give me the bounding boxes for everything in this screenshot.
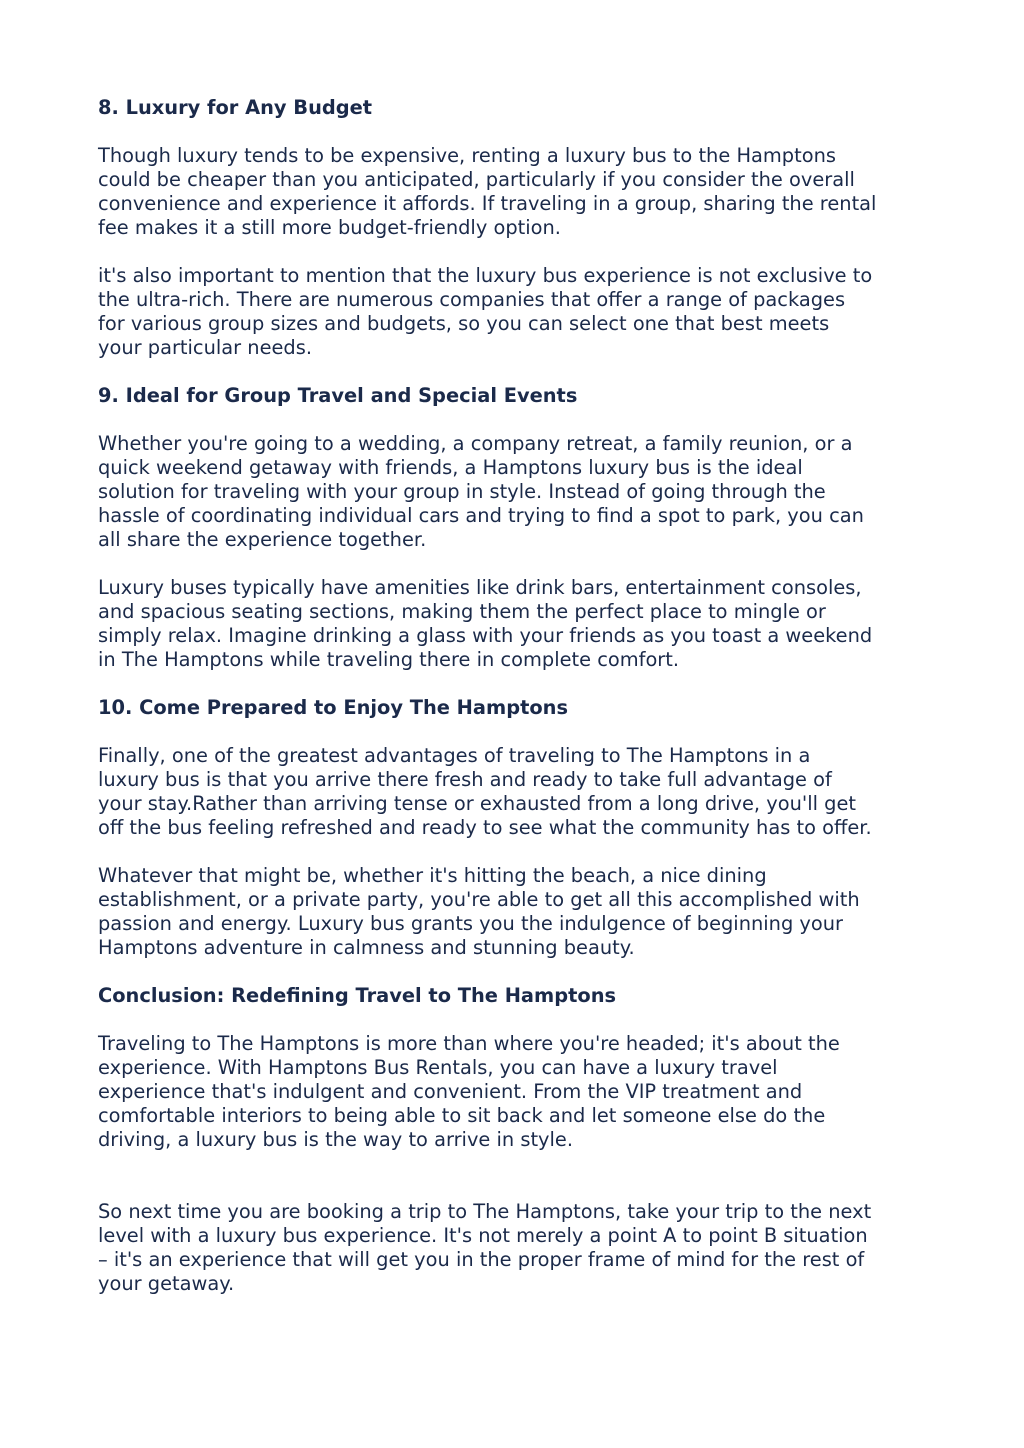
paragraph bbox=[98, 744, 938, 840]
paragraph bbox=[98, 144, 938, 240]
text-line: So next time you are booking a trip to The Hamptons, take your trip to the next bbox=[98, 1200, 872, 1223]
text-line: could be cheaper than you anticipated, particularly if you consider the overall bbox=[98, 168, 855, 191]
text-line: experience. With Hamptons Bus Rentals, you can have a luxury travel bbox=[98, 1056, 778, 1079]
text-line: convenience and experience it affords. If traveling in a group, sharing the rental bbox=[98, 192, 877, 215]
text-line: experience that's indulgent and convenient. From the VIP treatment and bbox=[98, 1080, 803, 1103]
document-page bbox=[98, 96, 938, 1320]
section-heading-conclusion: Conclusion: Redefining Travel to The Hamptons bbox=[98, 984, 617, 1007]
text-line: your particular needs. bbox=[98, 336, 312, 359]
text-line: passion and energy. Luxury bus grants you the indulgence of beginning your bbox=[98, 912, 844, 935]
text-line: off the bus feeling refreshed and ready to see what the community has to offer. bbox=[98, 816, 872, 839]
section-heading-10: 10. Come Prepared to Enjoy The Hamptons bbox=[98, 696, 569, 719]
text-line: Whether you're going to a wedding, a company retreat, a family reunion, or a bbox=[98, 432, 853, 455]
text-line: – it's an experience that will get you in the proper frame of mind for the rest of bbox=[98, 1248, 865, 1271]
text-line: quick weekend getaway with friends, a Hamptons luxury bus is the ideal bbox=[98, 456, 803, 479]
paragraph bbox=[98, 1032, 938, 1152]
paragraph bbox=[98, 432, 938, 552]
text-line: in The Hamptons while traveling there in complete comfort. bbox=[98, 648, 680, 671]
text-line: solution for traveling with your group in style. Instead of going through the bbox=[98, 480, 826, 503]
paragraph bbox=[98, 576, 938, 672]
text-line: your getaway. bbox=[98, 1272, 235, 1295]
text-line: Finally, one of the greatest advantages of traveling to The Hamptons in a bbox=[98, 744, 811, 767]
text-line: Traveling to The Hamptons is more than where you're headed; it's about the bbox=[98, 1032, 840, 1055]
paragraph bbox=[98, 864, 938, 960]
text-line: the ultra-rich. There are numerous companies that offer a range of packages bbox=[98, 288, 846, 311]
text-line: it's also important to mention that the luxury bus experience is not exclusive to bbox=[98, 264, 873, 287]
text-line: Though luxury tends to be expensive, renting a luxury bus to the Hamptons bbox=[98, 144, 836, 167]
text-line: hassle of coordinating individual cars and trying to find a spot to park, you can bbox=[98, 504, 864, 527]
text-line: comfortable interiors to being able to sit back and let someone else do the bbox=[98, 1104, 826, 1127]
section-heading-8: 8. Luxury for Any Budget bbox=[98, 96, 373, 119]
text-line: Hamptons adventure in calmness and stunning beauty. bbox=[98, 936, 635, 959]
text-line: driving, a luxury bus is the way to arrive in style. bbox=[98, 1128, 574, 1151]
text-line: and spacious seating sections, making them the perfect place to mingle or bbox=[98, 600, 826, 623]
text-line: simply relax. Imagine drinking a glass with your friends as you toast a weekend bbox=[98, 624, 873, 647]
section-heading-9: 9. Ideal for Group Travel and Special Events bbox=[98, 384, 578, 407]
text-line: for various group sizes and budgets, so you can select one that best meets bbox=[98, 312, 830, 335]
text-line: your stay.Rather than arriving tense or exhausted from a long drive, you'll get bbox=[98, 792, 856, 815]
text-line: luxury bus is that you arrive there fresh and ready to take full advantage of bbox=[98, 768, 832, 791]
paragraph bbox=[98, 1200, 938, 1296]
text-line: Luxury buses typically have amenities like drink bars, entertainment consoles, bbox=[98, 576, 862, 599]
text-line: all share the experience together. bbox=[98, 528, 427, 551]
text-line: fee makes it a still more budget-friendly option. bbox=[98, 216, 561, 239]
text-line: establishment, or a private party, you're able to get all this accomplished with bbox=[98, 888, 860, 911]
text-line: level with a luxury bus experience. It's not merely a point A to point B situation bbox=[98, 1224, 868, 1247]
text-line: Whatever that might be, whether it's hitting the beach, a nice dining bbox=[98, 864, 767, 887]
paragraph bbox=[98, 264, 938, 360]
